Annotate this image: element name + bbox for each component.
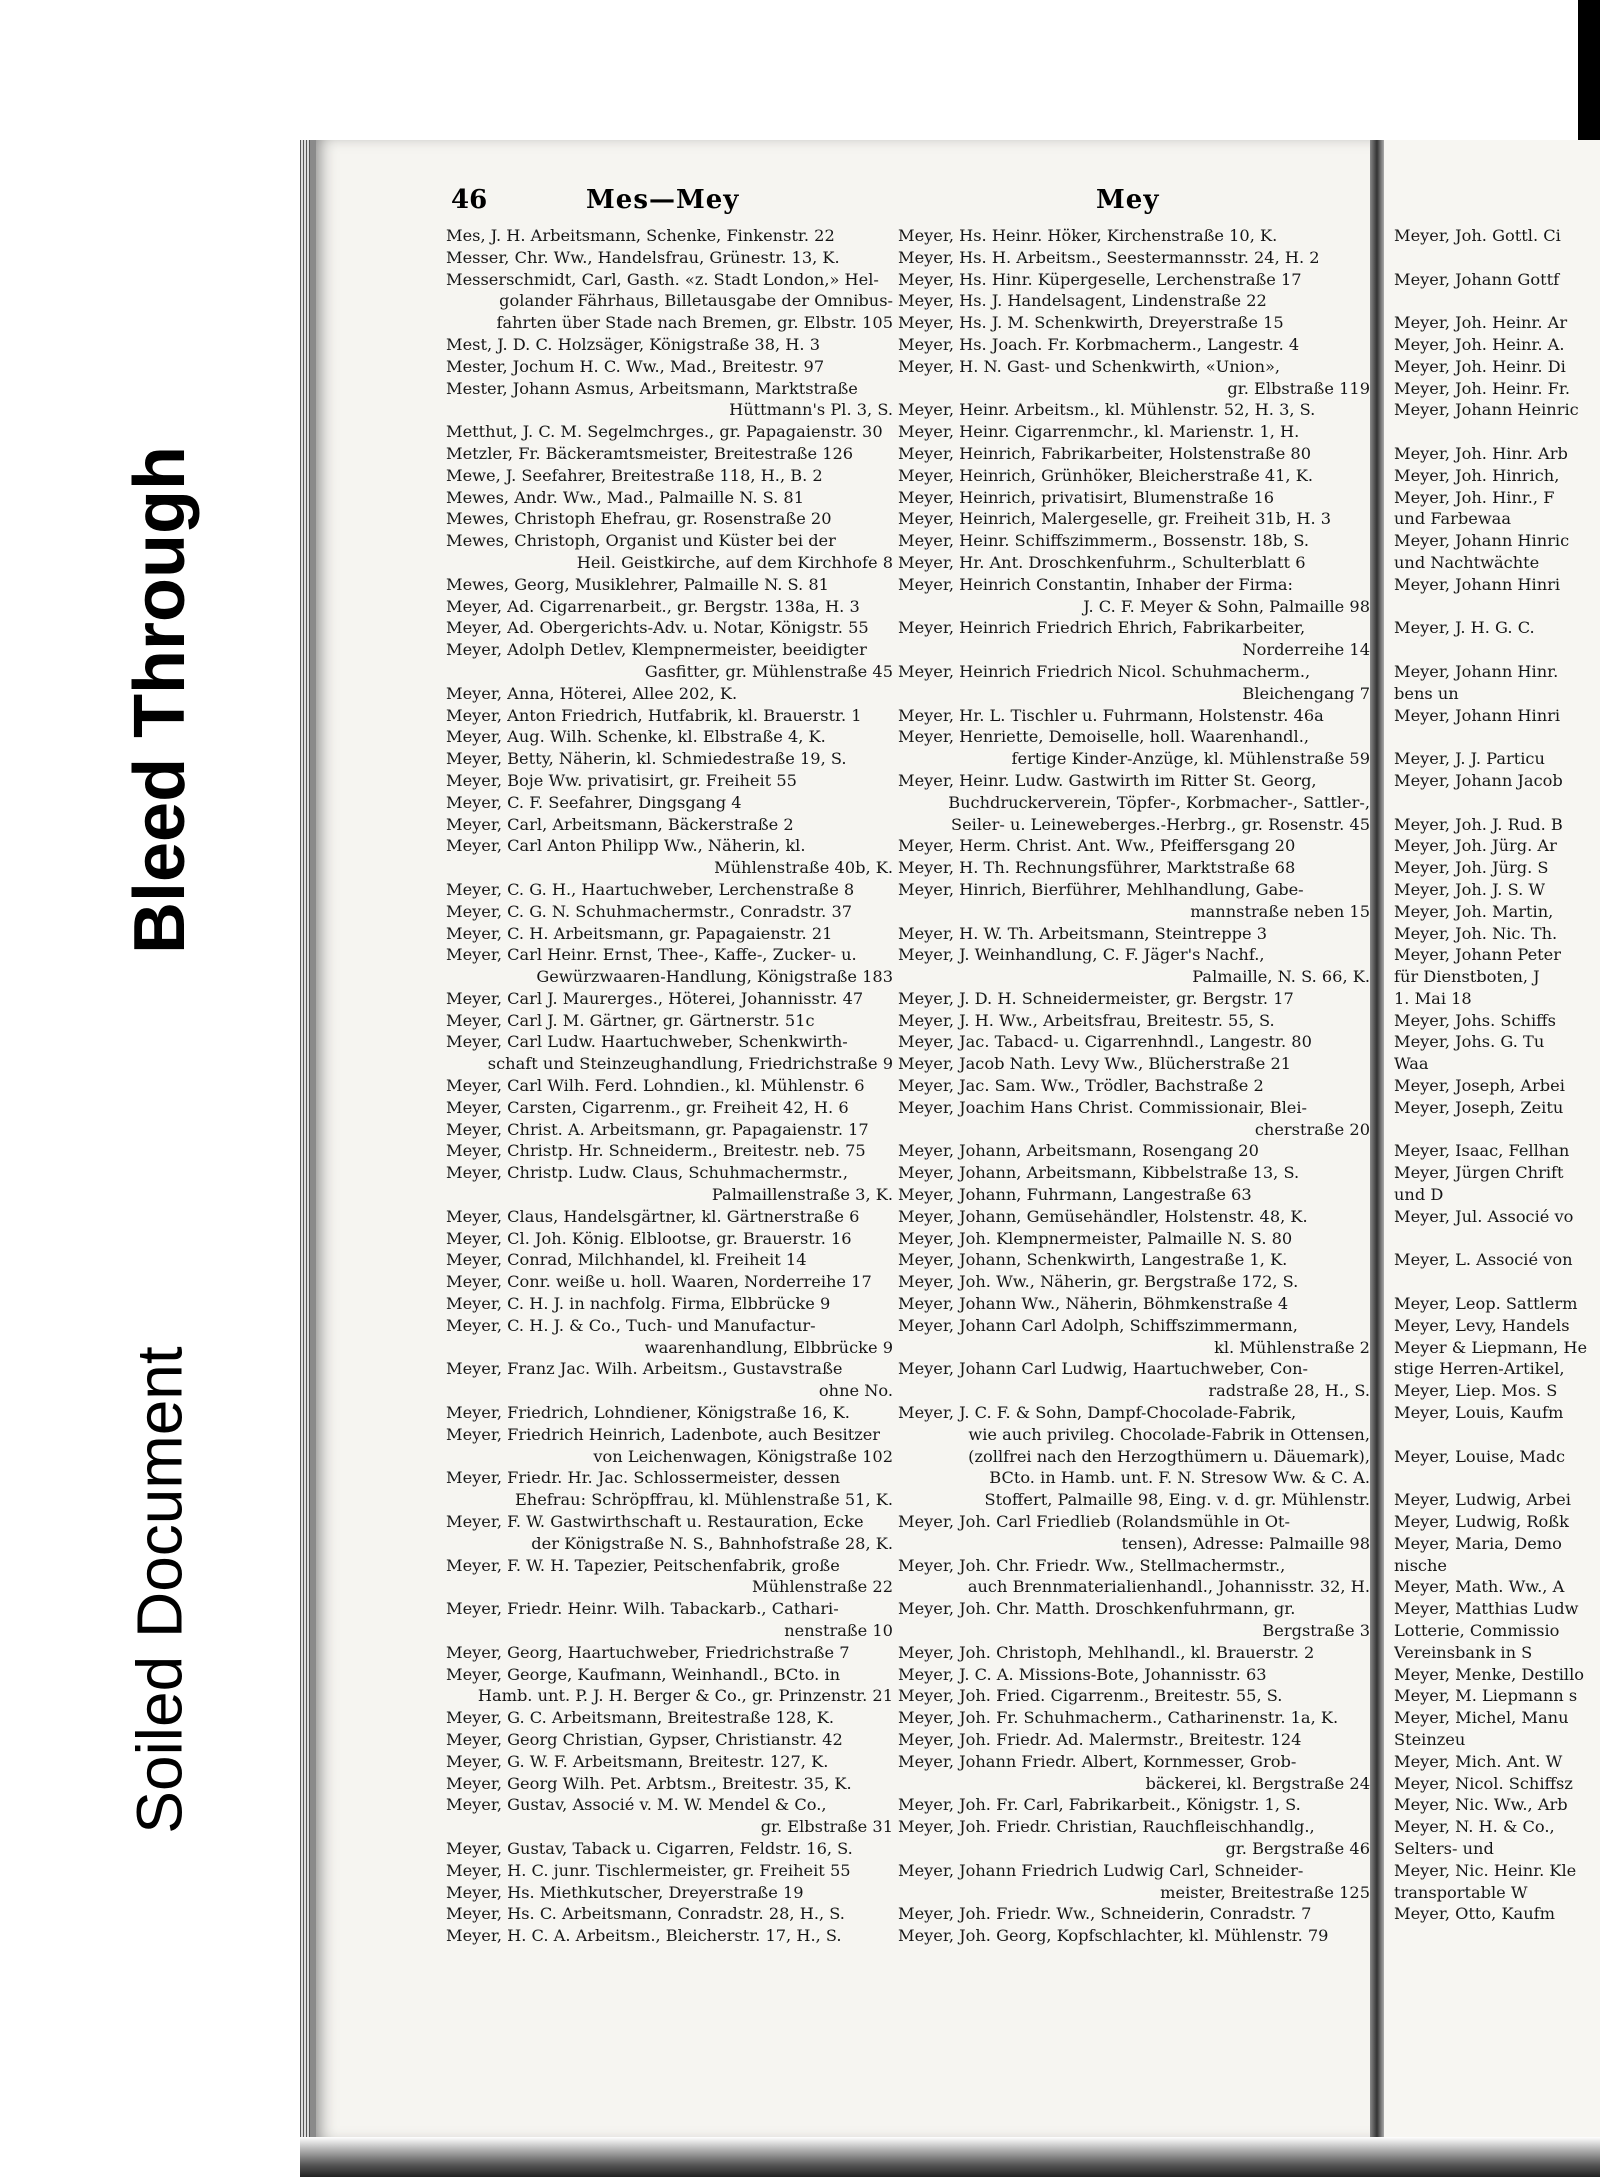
directory-line: Mester, Johann Asmus, Arbeitsmann, Marktstraße <box>446 378 858 398</box>
directory-line: Meyer, Johann Friedr. Albert, Kornmesser, Grob- <box>898 1751 1297 1771</box>
directory-line: Meyer, Johann Friedrich Ludwig Carl, Schneider- <box>898 1860 1304 1880</box>
directory-line: 1. Mai 18 <box>1394 988 1472 1008</box>
directory-line: Meyer, Levy, Handels <box>1394 1315 1570 1335</box>
directory-line: Messer, Chr. Ww., Handelsfrau, Grünestr. 13, K. <box>446 247 840 267</box>
directory-line: Meyer & Liepmann, He <box>1394 1337 1588 1357</box>
directory-line: Meyer, Heinrich, Malergeselle, gr. Freiheit 31b, H. 3 <box>898 509 1332 529</box>
directory-line: Meyer, Johann, Schenkwirth, Langestraße 1, K. <box>898 1250 1288 1270</box>
directory-line: Meyer, Louise, Madc <box>1394 1446 1566 1466</box>
directory-line: Bergstraße 3 <box>1262 1621 1370 1640</box>
directory-line: Meyer, Hinrich, Bierführer, Mehlhandlung, Gabe- <box>898 879 1304 899</box>
directory-line: Meyer, Joachim Hans Christ. Commissionair, Blei- <box>898 1097 1308 1117</box>
directory-line: Meyer, Conr. weiße u. holl. Waaren, Norderreihe 17 <box>446 1272 872 1292</box>
directory-line: Meyer, Heinr. Schiffszimmerm., Bossenstr. 18b, S. <box>898 531 1309 551</box>
directory-line: Meyer, Hr. Ant. Droschkenfuhrm., Schulterblatt 6 <box>898 552 1306 572</box>
annotation-panel <box>0 0 300 2177</box>
directory-line: Meyer, Hs. Miethkutscher, Dreyerstraße 19 <box>446 1882 804 1902</box>
directory-line: Meyer, Johann Jacob <box>1394 770 1563 790</box>
directory-line <box>1394 639 1600 661</box>
directory-line: Waa <box>1394 1054 1429 1074</box>
directory-line: transportable W <box>1394 1882 1528 1902</box>
directory-line: Meyer, C. H. J. & Co., Tuch- und Manufactur- <box>446 1315 816 1335</box>
header-center: Mey <box>1096 185 1160 215</box>
directory-line: Meyer, Johann Carl Adolph, Schiffszimmermann, <box>898 1315 1298 1335</box>
directory-line <box>1394 596 1600 618</box>
directory-line: Meyer, Carl Wilh. Ferd. Lohndien., kl. Mühlenstr. 6 <box>446 1076 865 1096</box>
directory-line: Meyer, Heinr. Arbeitsm., kl. Mühlenstr. 52, H. 3, S. <box>898 400 1316 420</box>
directory-line: Meyer, Jacob Nath. Levy Ww., Blücherstraße 21 <box>898 1054 1292 1074</box>
directory-line: waarenhandlung, Elbbrücke 9 <box>644 1337 893 1357</box>
directory-line: Meyer, Hs. J. Handelsagent, Lindenstraße 22 <box>898 291 1267 311</box>
directory-line: Meyer, Michel, Manu <box>1394 1708 1569 1728</box>
directory-line: Meyer, Leop. Sattlerm <box>1394 1294 1578 1314</box>
directory-line: und D <box>1394 1185 1444 1205</box>
directory-line: Meyer, Joh. Carl Friedlieb (Rolandsmühle in Ot- <box>898 1512 1290 1532</box>
directory-line: Mester, Jochum H. C. Ww., Mad., Breitestr. 97 <box>446 356 825 376</box>
directory-line: Meyer, Joh. Nic. Th. <box>1394 923 1558 943</box>
directory-line: Meyer, Joh. J. S. W <box>1394 879 1546 899</box>
directory-line: Mewes, Christoph Ehefrau, gr. Rosenstraße 20 <box>446 509 832 529</box>
directory-line: Meyer, Anna, Höterei, Allee 202, K. <box>446 683 738 703</box>
directory-line: Mewe, J. Seefahrer, Breitestraße 118, H., B. 2 <box>446 465 823 485</box>
directory-line: für Dienstboten, J <box>1394 967 1540 987</box>
directory-line: fahrten über Stade nach Bremen, gr. Elbstr. 105 <box>496 313 893 333</box>
directory-line: Meyer, Johann Ww., Näherin, Böhmkenstraße 4 <box>898 1294 1289 1314</box>
directory-line: Meyer, Adolph Detlev, Klempnermeister, beeidigter <box>446 640 867 660</box>
directory-line: Meyer, Jul. Associé vo <box>1394 1206 1574 1226</box>
directory-line: Meyer, Hs. Hinr. Küpergeselle, Lerchenstraße 17 <box>898 269 1302 289</box>
directory-line: Hamb. unt. P. J. H. Berger & Co., gr. Prinzenstr. 21 <box>477 1686 893 1706</box>
directory-line: kl. Mühlenstraße 2 <box>1214 1337 1370 1357</box>
directory-line: Meyer, Joh. Fried. Cigarrenm., Breitestr. 55, S. <box>898 1686 1283 1706</box>
directory-line: Meyer, F. W. Gastwirthschaft u. Restauration, Ecke <box>446 1512 864 1532</box>
directory-line: Meyer, Joh. Hinr., F <box>1394 487 1555 507</box>
directory-line: Meyer, Johann Hinri <box>1394 705 1561 725</box>
directory-line <box>1394 421 1600 443</box>
directory-line: Meyer, Joh. Gottl. Ci <box>1394 226 1561 245</box>
directory-line: Palmaillenstraße 3, K. <box>711 1185 893 1205</box>
directory-line: Meyer, Georg Christian, Gypser, Christianstr. 42 <box>446 1729 843 1749</box>
directory-line: Meyer, J. C. F. & Sohn, Dampf-Chocolade-Fabrik, <box>898 1403 1297 1423</box>
directory-line: Meyer, Carsten, Cigarrenm., gr. Freiheit 42, H. 6 <box>446 1097 849 1117</box>
directory-line: Meyer, Johann Peter <box>1394 945 1562 965</box>
directory-line: Meyer, Mich. Ant. W <box>1394 1751 1563 1771</box>
directory-line: Meyer, Joh. Heinr. Fr. <box>1394 378 1570 398</box>
directory-line: Meyer, Heinr. Ludw. Gastwirth im Ritter St. Georg, <box>898 770 1317 790</box>
directory-line: ohne No. <box>818 1381 893 1401</box>
directory-line: Meyer, H. N. Gast- und Schenkwirth, «Union», <box>898 356 1281 376</box>
directory-line: Meyer, Carl Ludw. Haartuchweber, Schenkwirth- <box>446 1032 848 1052</box>
directory-line: Meyer, Johann Heinric <box>1394 400 1579 420</box>
directory-line: Mühlenstraße 40b, K. <box>714 858 893 878</box>
directory-line: Meyer, Friedr. Hr. Jac. Schlossermeister, dessen <box>446 1468 841 1488</box>
directory-line: Meyer, C. H. J. in nachfolg. Firma, Elbbrücke 9 <box>446 1294 831 1314</box>
directory-line: Meyer, Joh. Friedr. Ad. Malermstr., Breitestr. 124 <box>898 1729 1302 1749</box>
directory-line: Meyer, Christ. A. Arbeitsmann, gr. Papagaienstr. 17 <box>446 1119 869 1139</box>
directory-line: Meyer, Johann, Fuhrmann, Langestraße 63 <box>898 1185 1252 1205</box>
directory-line: Gasfitter, gr. Mühlenstraße 45 <box>644 661 893 681</box>
directory-line: Meyer, Joh. Fr. Carl, Fabrikarbeit., Königstr. 1, S. <box>898 1795 1301 1815</box>
bleed-through-label <box>60 380 260 1020</box>
directory-line: Palmaille, N. S. 66, K. <box>1192 967 1370 987</box>
directory-line: Meyer, G. W. F. Arbeitsmann, Breitestr. 127, K. <box>446 1751 829 1771</box>
directory-line <box>1394 1424 1600 1446</box>
directory-line: Meyer, George, Kaufmann, Weinhandl., BCto. in <box>446 1664 841 1684</box>
directory-line: Metthut, J. C. M. Segelmchrges., gr. Papagaienstr. 30 <box>446 422 883 442</box>
directory-line: Meyer, Boje Ww. privatisirt, gr. Freiheit 55 <box>446 770 797 790</box>
directory-line: nische <box>1394 1555 1447 1575</box>
directory-line: bens un <box>1394 683 1459 703</box>
directory-line: Meyer, H. W. Th. Arbeitsmann, Steintreppe 3 <box>898 923 1267 943</box>
directory-line: Meyer, Liep. Mos. S <box>1394 1381 1558 1401</box>
directory-line: Meyer, J. D. H. Schneidermeister, gr. Bergstr. 17 <box>898 988 1294 1008</box>
directory-line: BCto. in Hamb. unt. F. N. Stresow Ww. & C. A. <box>989 1468 1370 1488</box>
directory-line: Lotterie, Commissio <box>1394 1621 1560 1640</box>
directory-line: Meyer, Johann Hinric <box>1394 531 1570 551</box>
directory-line: Meyer, Joh. J. Rud. B <box>1394 814 1563 834</box>
directory-line: Meyer, Joh. Chr. Friedr. Ww., Stellmachermstr., <box>898 1555 1286 1575</box>
directory-line: Meyer, Johs. G. Tu <box>1394 1032 1545 1052</box>
directory-line: Meyer, Nicol. Schiffsz <box>1394 1773 1573 1793</box>
directory-line: Meyer, H. Th. Rechnungsführer, Marktstraße 68 <box>898 858 1296 878</box>
directory-line: Meyer, Christp. Hr. Schneiderm., Breitestr. neb. 75 <box>446 1141 866 1161</box>
directory-line: Meyer, H. C. junr. Tischlermeister, gr. Freiheit 55 <box>446 1860 851 1880</box>
directory-line <box>1394 1271 1600 1293</box>
directory-line: bäckerei, kl. Bergstraße 24 <box>1145 1773 1370 1793</box>
right-page <box>1384 140 1600 2140</box>
directory-line: Meyer, Christp. Ludw. Claus, Schuhmachermstr., <box>446 1163 848 1183</box>
directory-line <box>1394 1467 1600 1489</box>
directory-line: Meyer, Joh. Jürg. Ar <box>1394 836 1557 856</box>
directory-line: Meyer, N. H. & Co., <box>1394 1817 1555 1837</box>
directory-line: Meyer, Betty, Näherin, kl. Schmiedestraße 19, S. <box>446 749 847 769</box>
directory-line <box>1394 1228 1600 1250</box>
directory-line: Heil. Geistkirche, auf dem Kirchhofe 8 <box>576 552 893 572</box>
directory-line: der Königstraße N. S., Bahnhofstraße 28, K. <box>531 1533 893 1553</box>
page-header <box>316 185 1376 225</box>
directory-line: Steinzeu <box>1394 1729 1466 1749</box>
directory-line: Meyer, Franz Jac. Wilh. Arbeitsm., Gustavstraße <box>446 1359 843 1379</box>
directory-column-3 <box>1394 225 1600 1925</box>
directory-line: und Farbewaa <box>1394 509 1511 529</box>
directory-line: Meyer, Otto, Kaufm <box>1394 1904 1555 1924</box>
directory-line: Meyer, Nic. Heinr. Kle <box>1394 1860 1577 1880</box>
directory-line: Meyer, Ludwig, Roßk <box>1394 1512 1569 1532</box>
directory-line: Mewes, Christoph, Organist und Küster bei der <box>446 531 836 551</box>
directory-line: Meyer, Hs. C. Arbeitsmann, Conradstr. 28, H., S. <box>446 1904 845 1924</box>
directory-line: Meyer, Math. Ww., A <box>1394 1577 1565 1597</box>
directory-line <box>1394 792 1600 814</box>
directory-line: Meyer, Joh. Christoph, Mehlhandl., kl. Brauerstr. 2 <box>898 1642 1315 1662</box>
directory-line: Meyer, Johann, Gemüsehändler, Holstenstr. 48, K. <box>898 1206 1308 1226</box>
directory-line <box>1394 726 1600 748</box>
directory-line: und Nachtwächte <box>1394 552 1540 572</box>
directory-line: Meyer, Heinrich, Grünhöker, Bleicherstraße 41, K. <box>898 465 1313 485</box>
directory-line: Meyer, J. H. Ww., Arbeitsfrau, Breitestr. 55, S. <box>898 1010 1275 1030</box>
directory-line: Mest, J. D. C. Holzsäger, Königstraße 38, H. 3 <box>446 334 820 354</box>
directory-line: Ehefrau: Schröpffrau, kl. Mühlenstraße 51, K. <box>514 1490 893 1510</box>
directory-line: Meyer, L. Associé von <box>1394 1250 1573 1270</box>
directory-line: gr. Elbstraße 119 <box>1227 378 1370 398</box>
directory-line: Meyer, M. Liepmann s <box>1394 1686 1578 1706</box>
directory-line: Buchdruckerverein, Töpfer-, Korbmacher-, Sattler-, <box>948 792 1370 812</box>
directory-line: golander Fährhaus, Billetausgabe der Omnibus- <box>499 291 893 311</box>
directory-line: mannstraße neben 15 <box>1190 901 1370 921</box>
directory-line: Meyer, Joh. Heinr. Ar <box>1394 313 1568 333</box>
directory-line <box>1394 1119 1600 1141</box>
directory-line: Meyer, Hs. Joach. Fr. Korbmacherm., Langestr. 4 <box>898 334 1300 354</box>
directory-line: Meyer, Carl J. M. Gärtner, gr. Gärtnerstr. 51c <box>446 1010 815 1030</box>
directory-line: Meyer, J. H. G. C. <box>1394 618 1535 638</box>
directory-line: radstraße 28, H., S. <box>1208 1381 1370 1401</box>
directory-line: Meyer, Joh. Klempnermeister, Palmaille N. S. 80 <box>898 1228 1293 1248</box>
directory-line: Meyer, Gustav, Taback u. Cigarren, Feldstr. 16, S. <box>446 1838 853 1858</box>
directory-line: von Leichenwagen, Königstraße 102 <box>593 1446 893 1466</box>
directory-line: Mewes, Andr. Ww., Mad., Palmaille N. S. 81 <box>446 487 805 507</box>
directory-line: Meyer, C. F. Seefahrer, Dingsgang 4 <box>446 792 742 812</box>
directory-line: Meyer, Joh. Jürg. S <box>1394 858 1549 878</box>
soiled-document-label <box>60 1290 260 1890</box>
directory-line: Meyer, Claus, Handelsgärtner, kl. Gärtnerstraße 6 <box>446 1206 860 1226</box>
directory-line: Stoffert, Palmaille 98, Eing. v. d. gr. Mühlenstr. <box>984 1490 1370 1510</box>
directory-line: Meyer, Carl Anton Philipp Ww., Näherin, kl. <box>446 836 806 856</box>
directory-line: Meyer, Jac. Tabacd- u. Cigarrenhndl., Langestr. 80 <box>898 1032 1312 1052</box>
directory-line: Meyer, Heinrich Friedrich Nicol. Schuhmacherm., <box>898 661 1311 681</box>
directory-line: (zollfrei nach den Herzogthümern u. Däuemark), <box>968 1446 1370 1466</box>
directory-line: Selters- und <box>1394 1838 1494 1858</box>
directory-line: Mewes, Georg, Musiklehrer, Palmaille N. S. 81 <box>446 574 829 594</box>
directory-line: Meyer, Joh. Hinr. Arb <box>1394 443 1568 463</box>
directory-line: Gewürzwaaren-Handlung, Königstraße 183 <box>536 967 893 987</box>
directory-line: Meyer, Carl, Arbeitsmann, Bäckerstraße 2 <box>446 814 794 834</box>
soiled-document-text: Soiled Document <box>124 1346 196 1834</box>
directory-line: schaft und Steinzeughandlung, Friedrichstraße 9 <box>487 1054 893 1074</box>
directory-line: Meyer, J. Weinhandlung, C. F. Jäger's Nachf., <box>898 945 1265 965</box>
directory-line: J. C. F. Meyer & Sohn, Palmaille 98 <box>1083 596 1370 616</box>
directory-line: Meyer, Henriette, Demoiselle, holl. Waarenhandl., <box>898 727 1309 747</box>
directory-line: Meyer, Joseph, Zeitu <box>1394 1097 1564 1117</box>
directory-line: fertige Kinder-Anzüge, kl. Mühlenstraße 59 <box>1011 749 1370 769</box>
directory-line: Meyer, Joh. Ww., Näherin, gr. Bergstraße 172, S. <box>898 1272 1299 1292</box>
directory-line: Meyer, Herm. Christ. Ant. Ww., Pfeiffersgang 20 <box>898 836 1296 856</box>
directory-line <box>1394 290 1600 312</box>
directory-line: Meyer, Conrad, Milchhandel, kl. Freiheit 14 <box>446 1250 807 1270</box>
directory-line: Meyer, Hs. H. Arbeitsm., Seestermannsstr. 24, H. 2 <box>898 247 1320 267</box>
directory-column-2 <box>898 225 1370 1947</box>
directory-line: Meyer, Ludwig, Arbei <box>1394 1490 1571 1510</box>
directory-line: gr. Elbstraße 31 <box>760 1817 893 1837</box>
directory-line: Meyer, Johs. Schiffs <box>1394 1010 1556 1030</box>
directory-line: Meyer, Heinrich Constantin, Inhaber der Firma: <box>898 574 1293 594</box>
directory-line: Meyer, Johann, Arbeitsmann, Rosengang 20 <box>898 1141 1259 1161</box>
directory-line: Bleichengang 7 <box>1242 683 1370 703</box>
directory-line: Meyer, Joh. Friedr. Christian, Rauchfleischhandlg., <box>898 1817 1315 1837</box>
scan-bottom-shadow <box>300 2137 1600 2177</box>
directory-line: Mes, J. H. Arbeitsmann, Schenke, Finkenstr. 22 <box>446 226 835 245</box>
directory-line: Meyer, Joh. Heinr. A. <box>1394 334 1565 354</box>
directory-line: gr. Bergstraße 46 <box>1225 1838 1370 1858</box>
directory-line: Meyer, Hs. J. M. Schenkwirth, Dreyerstraße 15 <box>898 313 1284 333</box>
directory-line: Meyer, Joh. Fr. Schuhmacherm., Catharinenstr. 1a, K. <box>898 1708 1339 1728</box>
directory-line: Meyer, Gustav, Associé v. M. W. Mendel & Co., <box>446 1795 827 1815</box>
directory-line: meister, Breitestraße 125 <box>1160 1882 1370 1902</box>
directory-line: Meyer, Isaac, Fellhan <box>1394 1141 1570 1161</box>
directory-line: cherstraße 20 <box>1254 1119 1370 1139</box>
directory-line: Meyer, Friedrich Heinrich, Ladenbote, auch Besitzer <box>446 1424 881 1444</box>
directory-line: Meyer, J. C. A. Missions-Bote, Johannisstr. 63 <box>898 1664 1267 1684</box>
directory-line: Meyer, Menke, Destillo <box>1394 1664 1585 1684</box>
bleed-through-text: Bleed Through <box>120 446 201 954</box>
directory-line: Meyer, Cl. Joh. König. Elblootse, gr. Brauerstr. 16 <box>446 1228 852 1248</box>
directory-line: Meyer, Johann Hinr. <box>1394 661 1559 681</box>
directory-line: Metzler, Fr. Bäckeramtsmeister, Breitestraße 126 <box>446 443 854 463</box>
header-range: Mes—Mey <box>586 185 740 215</box>
directory-line: Messerschmidt, Carl, Gasth. «z. Stadt London,» Hel- <box>446 269 879 289</box>
directory-line: Hüttmann's Pl. 3, S. <box>729 400 893 420</box>
directory-line: Meyer, Heinrich, privatisirt, Blumenstraße 16 <box>898 487 1275 507</box>
directory-line: stige Herren-Artikel, <box>1394 1359 1565 1379</box>
directory-line: Meyer, Joh. Heinr. Di <box>1394 356 1566 376</box>
directory-line: Meyer, Joh. Friedr. Ww., Schneiderin, Conradstr. 7 <box>898 1904 1312 1924</box>
directory-line: Mühlenstraße 22 <box>752 1577 893 1597</box>
directory-line: Meyer, Johann Hinri <box>1394 574 1561 594</box>
directory-line: Meyer, Georg, Haartuchweber, Friedrichstraße 7 <box>446 1642 850 1662</box>
directory-line: Meyer, C. H. Arbeitsmann, gr. Papagaienstr. 21 <box>446 923 833 943</box>
directory-line: Meyer, Joh. Martin, <box>1394 901 1554 921</box>
directory-line: Meyer, Ad. Cigarrenarbeit., gr. Bergstr. 138a, H. 3 <box>446 596 860 616</box>
directory-line: auch Brennmaterialienhandl., Johannisstr. 32, H. <box>967 1577 1370 1597</box>
directory-line: Meyer, J. J. Particu <box>1394 749 1545 769</box>
directory-line: Meyer, Johann Carl Ludwig, Haartuchweber, Con- <box>898 1359 1308 1379</box>
directory-line: Meyer, F. W. H. Tapezier, Peitschenfabrik, große <box>446 1555 840 1575</box>
directory-line: Meyer, G. C. Arbeitsmann, Breitestraße 128, K. <box>446 1708 835 1728</box>
directory-line: Meyer, Heinr. Cigarrenmchr., kl. Marienstr. 1, H. <box>898 422 1300 442</box>
directory-line: Meyer, Joh. Georg, Kopfschlachter, kl. Mühlenstr. 79 <box>898 1926 1329 1946</box>
directory-line: Norderreihe 14 <box>1242 640 1370 660</box>
directory-line: Seiler- u. Leineweberges.-Herbrg., gr. Rosenstr. 45 <box>950 814 1370 834</box>
directory-line: Meyer, Aug. Wilh. Schenke, kl. Elbstraße 4, K. <box>446 727 826 747</box>
scan-corner-shadow <box>1578 0 1600 140</box>
directory-line: Meyer, Friedr. Heinr. Wilh. Tabackarb., Cathari- <box>446 1599 839 1619</box>
directory-column-1 <box>446 225 893 1947</box>
directory-line: Meyer, Heinrich, Fabrikarbeiter, Holstenstraße 80 <box>898 443 1312 463</box>
directory-line: Meyer, Matthias Ludw <box>1394 1599 1579 1619</box>
directory-line: Meyer, Carl Heinr. Ernst, Thee-, Kaffe-, Zucker- u. <box>446 945 857 965</box>
directory-line: Meyer, Ad. Obergerichts-Adv. u. Notar, Königstr. 55 <box>446 618 869 638</box>
directory-line: Meyer, H. C. A. Arbeitsm., Bleicherstr. 17, H., S. <box>446 1926 842 1946</box>
directory-line: Meyer, Jürgen Chrift <box>1394 1163 1564 1183</box>
directory-line: wie auch privileg. Chocolade-Fabrik in Ottensen, <box>968 1424 1370 1444</box>
directory-line: Meyer, Johann Gottf <box>1394 269 1560 289</box>
directory-line: Meyer, Maria, Demo <box>1394 1533 1562 1553</box>
directory-line: Meyer, C. G. H., Haartuchweber, Lerchenstraße 8 <box>446 879 855 899</box>
directory-line: Meyer, Joh. Chr. Matth. Droschkenfuhrmann, gr. <box>898 1599 1296 1619</box>
scanned-page <box>300 0 1600 2177</box>
directory-line: tensen), Adresse: Palmaille 98 <box>1121 1533 1370 1553</box>
directory-line: Meyer, Heinrich Friedrich Ehrich, Fabrikarbeiter, <box>898 618 1306 638</box>
book-gutter <box>1370 140 1384 2150</box>
directory-line: Meyer, Georg Wilh. Pet. Arbtsm., Breitestr. 35, K. <box>446 1773 852 1793</box>
directory-line: Meyer, Joseph, Arbei <box>1394 1076 1565 1096</box>
directory-line: Meyer, Louis, Kaufm <box>1394 1403 1564 1423</box>
directory-line: nenstraße 10 <box>784 1621 893 1640</box>
directory-line <box>1394 247 1600 269</box>
directory-line: Meyer, Anton Friedrich, Hutfabrik, kl. Brauerstr. 1 <box>446 705 862 725</box>
directory-line: Meyer, Johann, Arbeitsmann, Kibbelstraße 13, S. <box>898 1163 1300 1183</box>
directory-line: Meyer, Hr. L. Tischler u. Fuhrmann, Holstenstr. 46a <box>898 705 1324 725</box>
left-page <box>310 140 1376 2140</box>
directory-line: Meyer, Jac. Sam. Ww., Trödler, Bachstraße 2 <box>898 1076 1264 1096</box>
directory-line: Meyer, Friedrich, Lohndiener, Königstraße 16, K. <box>446 1403 850 1423</box>
page-number: 46 <box>451 185 488 215</box>
directory-line: Meyer, Joh. Hinrich, <box>1394 465 1560 485</box>
directory-line: Vereinsbank in S <box>1394 1642 1533 1662</box>
directory-line: Meyer, Carl J. Maurerges., Höterei, Johannisstr. 47 <box>446 988 864 1008</box>
directory-line: Meyer, Nic. Ww., Arb <box>1394 1795 1568 1815</box>
directory-line: Meyer, C. G. N. Schuhmachermstr., Conradstr. 37 <box>446 901 853 921</box>
directory-line: Meyer, Hs. Heinr. Höker, Kirchenstraße 10, K. <box>898 226 1278 245</box>
